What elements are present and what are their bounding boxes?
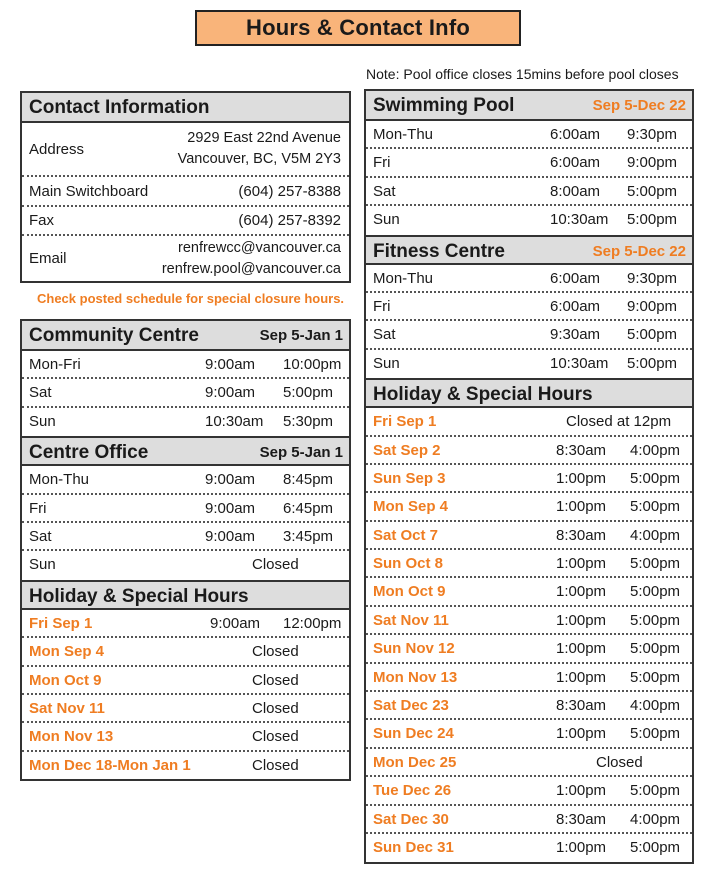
schedule-row [366,749,692,777]
community-centre-range: Sep 5-Jan 1 [259,327,343,344]
schedule-day: Fri [373,297,391,315]
schedule-close-time: 9:30pm [627,126,678,143]
schedule-open-time: 8:30am [556,441,607,459]
schedule-open-time: 10:30am [550,211,609,229]
schedule-day: Mon Nov 13 [373,668,458,686]
contact-info-header [22,93,349,123]
schedule-open-time: 8:30am [556,810,607,828]
switchboard-value: (604) 257-8388 [238,182,341,200]
schedule-close-time: 5:00pm [630,838,681,856]
schedule-status: Closed at 12pm [566,413,672,431]
schedule-close-time: 5:00pm [627,354,678,372]
community-centre-title: Community Centre [29,325,199,346]
schedule-row [22,667,349,695]
address-line2: Vancouver, BC, V5M 2Y3 [177,151,341,167]
schedule-open-time: 6:00am [550,126,601,143]
schedule-close-time: 9:30pm [627,269,678,287]
centre-office-header [22,436,349,466]
address-label: Address [29,140,85,158]
switchboard-row [22,177,349,207]
schedule-row [366,777,692,805]
schedule-open-time: 10:30am [205,412,264,430]
schedule-open-time: 10:30am [550,354,609,372]
page-title: Hours & Contact Info [195,10,521,46]
schedule-open-time: 1:00pm [556,555,607,573]
schedule-day: Sat [373,326,396,344]
schedule-close-time: 5:00pm [630,555,681,573]
schedule-row [366,321,692,349]
schedule-day: Fri [373,154,391,172]
schedule-row [366,149,692,177]
schedule-day: Sat Nov 11 [373,611,449,629]
email-label: Email [29,250,67,267]
schedule-row [366,437,692,465]
schedule-day: Mon Dec 18-Mon Jan 1 [29,756,191,774]
schedule-row [366,493,692,521]
schedule-open-time: 6:00am [550,297,601,315]
schedule-day: Sun Dec 24 [373,725,454,743]
schedule-day: Mon Sep 4 [29,643,105,661]
schedule-row [366,206,692,234]
schedule-row [366,465,692,493]
swimming-pool-title: Swimming Pool [373,95,515,116]
centre-office-title: Centre Office [29,442,149,464]
schedule-day: Sun [373,354,400,372]
schedule-close-time: 12:00pm [283,614,342,632]
schedule-status: Closed [596,753,643,771]
schedule-row [366,607,692,635]
schedule-row [366,806,692,834]
community-centre-header [22,321,349,351]
email-value [162,238,341,280]
schedule-row [366,664,692,692]
schedule-day: Fri Sep 1 [29,614,93,632]
schedule-row [366,550,692,578]
schedule-row [22,752,349,780]
schedule-close-time: 6:45pm [283,499,334,517]
schedule-row [22,495,349,523]
swimming-pool-rows [366,121,692,235]
fax-row [22,207,349,236]
schedule-row [22,351,349,379]
schedule-day: Sun Oct 8 [373,555,444,573]
swimming-pool-header [366,91,692,121]
contact-info-title: Contact Information [29,97,210,118]
closure-note: Check posted schedule for special closure hours. [37,291,345,306]
schedule-row [22,610,349,638]
schedule-open-time: 9:00am [205,384,256,402]
fitness-centre-rows [366,265,692,379]
schedule-open-time: 1:00pm [556,498,607,516]
schedule-open-time: 1:00pm [556,583,607,601]
schedule-day: Sat Oct 7 [373,526,439,544]
schedule-open-time: 6:00am [550,154,601,172]
schedule-row [366,834,692,862]
schedule-day: Sat Dec 30 [373,810,449,828]
schedule-close-time: 9:00pm [627,297,678,315]
schedule-day: Mon Nov 13 [29,728,114,746]
schedule-day: Sat [29,384,52,402]
pool-holiday-header [366,378,692,408]
schedule-day: Mon Dec 25 [373,753,457,771]
email-line1[interactable]: renfrewcc@vancouver.ca [177,239,341,256]
schedule-day: Mon-Fri [29,356,81,373]
pool-schedule-box [364,89,694,864]
schedule-day: Mon Oct 9 [373,583,446,601]
schedule-row [22,379,349,407]
schedule-open-time: 9:00am [205,527,256,545]
schedule-open-time: 1:00pm [556,782,607,800]
cc-holiday-title: Holiday & Special Hours [29,585,249,607]
centre-office-rows [22,466,349,580]
schedule-close-time: 5:00pm [630,583,681,601]
fax-value: (604) 257-8392 [238,212,341,229]
schedule-status: Closed [252,699,299,717]
schedule-close-time: 5:00pm [627,182,678,200]
schedule-day: Sat [373,182,396,200]
schedule-day: Sun Dec 31 [373,838,454,856]
schedule-day: Sun [29,556,56,574]
schedule-open-time: 1:00pm [556,668,607,686]
schedule-day: Fri [29,499,47,517]
schedule-status: Closed [252,756,299,774]
schedule-status: Closed [252,671,299,689]
schedule-close-time: 5:00pm [630,725,681,743]
schedule-close-time: 3:45pm [283,527,334,545]
pool-office-note: Note: Pool office closes 15mins before pool closes [366,66,679,82]
schedule-close-time: 5:00pm [630,498,681,516]
schedule-close-time: 5:00pm [630,640,681,658]
swimming-pool-range: Sep 5-Dec 22 [592,97,686,114]
schedule-close-time: 5:00pm [630,668,681,686]
schedule-day: Sun [373,211,400,229]
schedule-row [366,692,692,720]
schedule-row [366,293,692,321]
schedule-row [22,408,349,436]
schedule-close-time: 4:00pm [630,810,681,828]
schedule-day: Mon-Thu [373,269,434,287]
schedule-close-time: 9:00pm [627,154,678,172]
email-line2[interactable]: renfrew.pool@vancouver.ca [161,260,341,277]
schedule-day: Sun Nov 12 [373,640,455,658]
schedule-day: Mon-Thu [29,471,90,489]
schedule-row [366,350,692,378]
schedule-close-time: 4:00pm [630,697,681,715]
schedule-day: Mon Oct 9 [29,671,102,689]
schedule-open-time: 8:30am [556,526,607,544]
schedule-close-time: 8:45pm [283,471,334,489]
schedule-open-time: 9:00am [210,614,261,632]
address-line1: 2929 East 22nd Avenue [187,130,341,146]
schedule-open-time: 1:00pm [556,725,607,743]
schedule-open-time: 1:00pm [556,640,607,658]
schedule-close-time: 5:00pm [630,611,681,629]
schedule-row [22,551,349,579]
switchboard-label: Main Switchboard [29,182,149,200]
contact-info-box [20,91,351,283]
schedule-close-time: 4:00pm [630,441,681,459]
schedule-close-time: 5:00pm [627,326,678,344]
schedule-day: Sun Sep 3 [373,469,446,487]
schedule-status: Closed [252,728,299,746]
centre-office-range: Sep 5-Jan 1 [259,444,343,462]
schedule-day: Tue Dec 26 [373,782,452,800]
schedule-day: Sat Nov 11 [29,699,105,717]
schedule-row [22,695,349,723]
schedule-status: Closed [252,643,299,661]
schedule-day: Mon-Thu [373,126,434,143]
schedule-close-time: 5:00pm [630,469,681,487]
fitness-centre-title: Fitness Centre [373,240,505,262]
schedule-close-time: 10:00pm [283,356,342,373]
schedule-day: Fri Sep 1 [373,413,437,431]
schedule-row [366,408,692,436]
pool-holiday-rows [366,408,692,862]
address-row [22,123,349,177]
schedule-row [22,638,349,666]
schedule-status: Closed [252,556,299,574]
schedule-row [366,635,692,663]
schedule-open-time: 8:30am [556,697,607,715]
schedule-open-time: 9:00am [205,356,256,373]
address-value [178,128,341,170]
schedule-day: Sat Sep 2 [373,441,441,459]
fax-label: Fax [29,212,55,229]
schedule-open-time: 9:00am [205,471,256,489]
schedule-open-time: 9:30am [550,326,601,344]
schedule-open-time: 1:00pm [556,838,607,856]
schedule-row [22,723,349,751]
schedule-row [366,578,692,606]
schedule-open-time: 1:00pm [556,611,607,629]
schedule-row [22,523,349,551]
schedule-close-time: 5:00pm [283,384,334,402]
schedule-close-time: 5:00pm [627,211,678,229]
schedule-row [366,265,692,293]
fitness-centre-header [366,235,692,265]
schedule-day: Mon Sep 4 [373,498,449,516]
fitness-centre-range: Sep 5-Dec 22 [592,242,686,260]
schedule-open-time: 9:00am [205,499,256,517]
schedule-day: Sat [29,527,52,545]
schedule-close-time: 5:00pm [630,782,681,800]
pool-holiday-title: Holiday & Special Hours [373,384,593,406]
community-centre-rows [22,351,349,436]
schedule-row [366,522,692,550]
schedule-day: Sun [29,412,56,430]
schedule-close-time: 4:00pm [630,526,681,544]
schedule-row [366,121,692,149]
schedule-open-time: 1:00pm [556,469,607,487]
schedule-row [22,466,349,494]
community-schedule-box [20,319,351,781]
schedule-row [366,178,692,206]
schedule-row [366,720,692,748]
schedule-open-time: 6:00am [550,269,601,287]
schedule-close-time: 5:30pm [283,412,334,430]
email-row [22,236,349,281]
schedule-open-time: 8:00am [550,182,601,200]
cc-holiday-header [22,580,349,610]
schedule-day: Sat Dec 23 [373,697,449,715]
cc-holiday-rows [22,610,349,780]
